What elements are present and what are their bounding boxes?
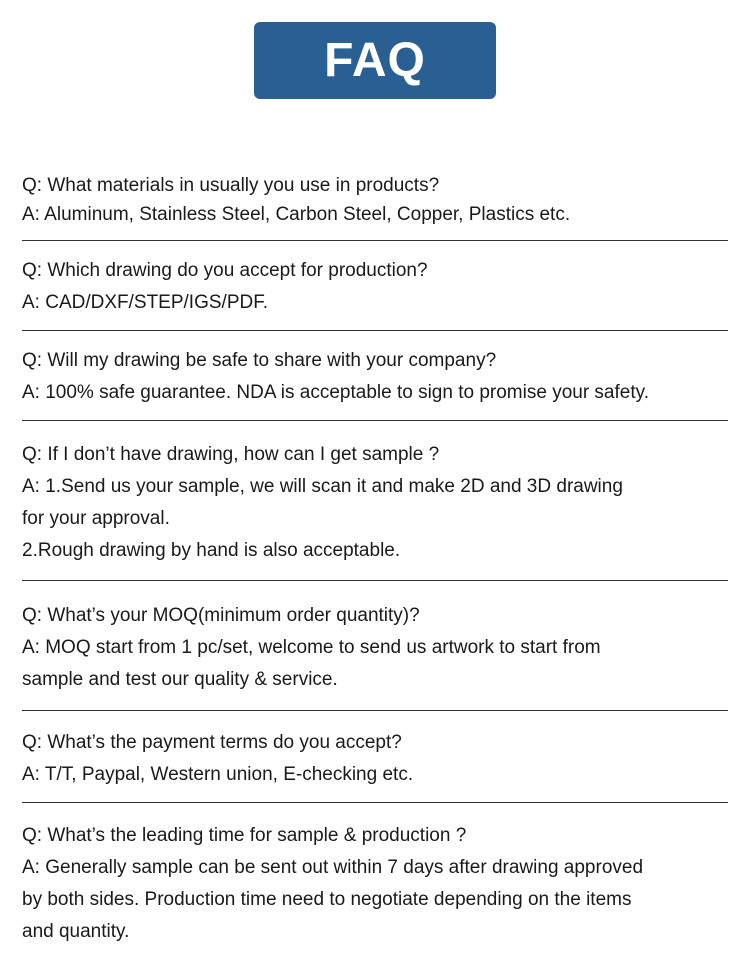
faq-title-badge xyxy=(254,22,496,99)
faq-question: Q: Which drawing do you accept for production? xyxy=(22,260,428,281)
faq-answer-line: A: 100% safe guarantee. NDA is acceptable to sign to promise your safety. xyxy=(22,382,649,403)
faq-question: Q: What materials in usually you use in products? xyxy=(22,175,440,196)
divider xyxy=(22,580,728,581)
faq-answer-line: by both sides. Production time need to negotiate depending on the items xyxy=(22,889,632,910)
faq-answer-line: A: Aluminum, Stainless Steel, Carbon Steel, Copper, Plastics etc. xyxy=(22,204,571,225)
faq-question: Q: If I don’t have drawing, how can I get sample ? xyxy=(22,444,440,465)
faq-item xyxy=(22,255,728,319)
faq-answer-line: sample and test our quality & service. xyxy=(22,669,338,690)
page-title: FAQ xyxy=(324,34,426,87)
faq-item xyxy=(22,820,728,948)
divider xyxy=(22,420,728,421)
faq-answer-line: A: Generally sample can be sent out within 7 days after drawing approved xyxy=(22,857,644,878)
faq-item xyxy=(22,170,728,231)
faq-answer-line: 2.Rough drawing by hand is also acceptable. xyxy=(22,540,401,561)
faq-item xyxy=(22,345,728,409)
divider xyxy=(22,330,728,331)
divider xyxy=(22,802,728,803)
faq-question: Q: What’s your MOQ(minimum order quantity)? xyxy=(22,605,420,626)
faq-question: Q: Will my drawing be safe to share with your company? xyxy=(22,350,497,371)
faq-answer-line: A: T/T, Paypal, Western union, E-checking etc. xyxy=(22,764,414,785)
divider xyxy=(22,710,728,711)
faq-answer-line: A: MOQ start from 1 pc/set, welcome to send us artwork to start from xyxy=(22,637,601,658)
faq-answer-line: for your approval. xyxy=(22,508,170,529)
faq-item xyxy=(22,727,728,791)
faq-answer-line: A: CAD/DXF/STEP/IGS/PDF. xyxy=(22,292,268,313)
faq-answer-line: A: 1.Send us your sample, we will scan it and make 2D and 3D drawing xyxy=(22,476,623,497)
faq-question: Q: What’s the payment terms do you accept? xyxy=(22,732,402,753)
divider xyxy=(22,240,728,241)
faq-item xyxy=(22,600,728,696)
faq-item xyxy=(22,439,728,567)
faq-answer-line: and quantity. xyxy=(22,921,130,942)
faq-question: Q: What’s the leading time for sample & production ? xyxy=(22,825,467,846)
